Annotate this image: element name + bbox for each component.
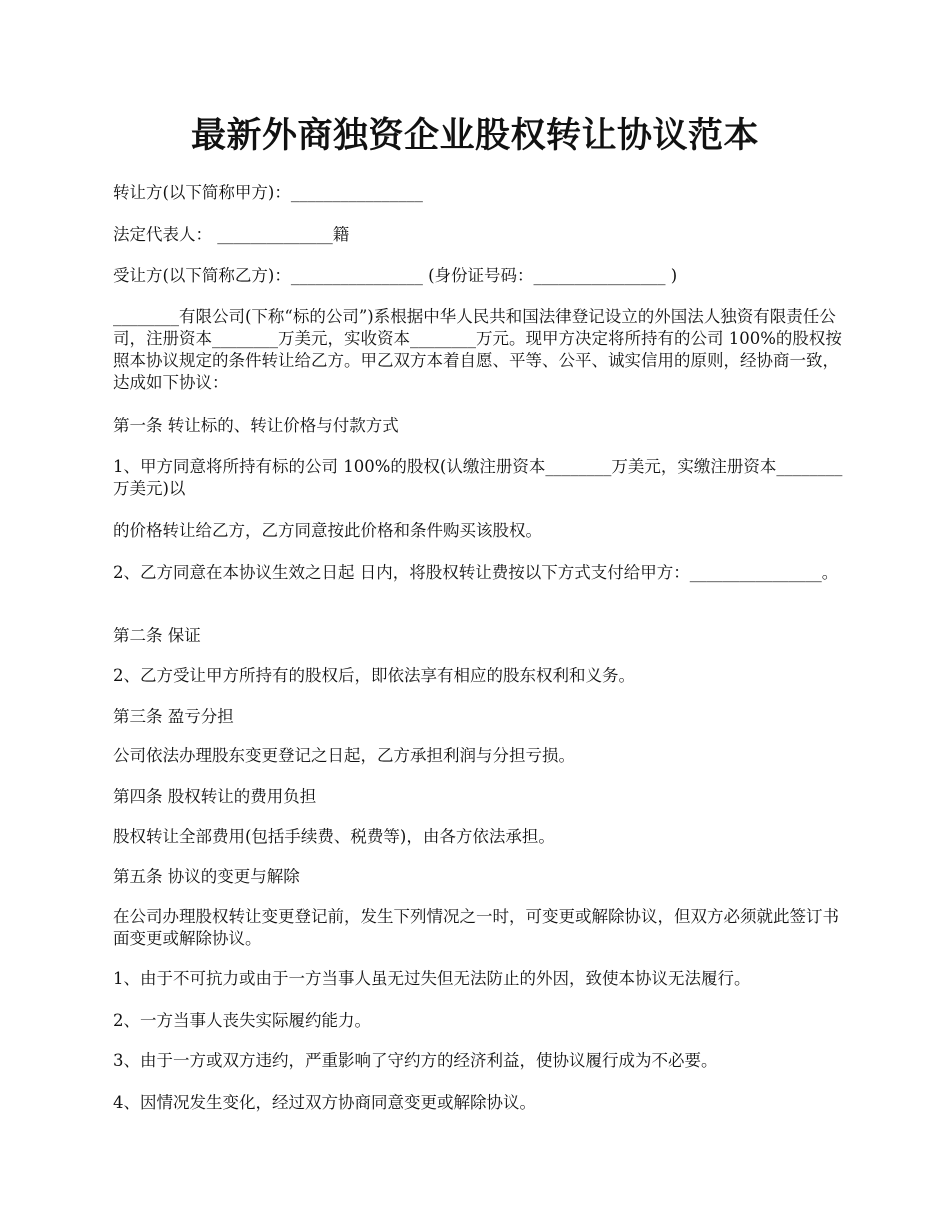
- article-2-heading: 第二条 保证: [113, 626, 201, 645]
- article-1-clause-1: 1、甲方同意将所持有标的公司 100%的股权(认缴注册资本________万美元，实缴注册资本________万美元)以: [113, 457, 843, 498]
- article-5-item-2: 2、一方当事人丧失实际履约能力。: [113, 1011, 371, 1030]
- article-1-clause-2: 2、乙方同意在本协议生效之日起 日内，将股权转让费按以下方式支付给甲方：________________。: [113, 563, 839, 582]
- article-3-heading: 第三条 盈亏分担: [113, 707, 234, 726]
- preamble-paragraph: ________有限公司(下称“标的公司”)系根据中华人民共和国法律登记设立的外国法人独资有限责任公司，注册资本________万美元，实收资本________万元。现甲方决定将所持有的公司 100%的股权按照本协议规定的条件转让给乙方。甲乙双方本着自愿、平等、公平、诚实信用的原则，经协商一致，达成如下协议：: [113, 307, 842, 392]
- article-1-heading: 第一条 转让标的、转让价格与付款方式: [113, 416, 399, 435]
- article-3-body: 公司依法办理股东变更登记之日起，乙方承担利润与分担亏损。: [113, 746, 575, 765]
- transferor-line: 转让方(以下简称甲方)：________________: [113, 183, 423, 202]
- article-5-intro: 在公司办理股权转让变更登记前，发生下列情况之一时，可变更或解除协议，但双方必须就此签订书面变更或解除协议。: [113, 907, 839, 948]
- article-5-heading: 第五条 协议的变更与解除: [113, 867, 300, 886]
- article-4-body: 股权转让全部费用(包括手续费、税费等)，由各方依法承担。: [113, 827, 555, 846]
- article-1-clause-1-continued: 的价格转让给乙方，乙方同意按此价格和条件购买该股权。: [113, 521, 542, 540]
- article-5-item-1: 1、由于不可抗力或由于一方当事人虽无过失但无法防止的外因，致使本协议无法履行。: [113, 969, 751, 988]
- transferee-line: 受让方(以下简称乙方)：________________ (身份证号码：________________ ): [113, 266, 678, 285]
- article-4-heading: 第四条 股权转让的费用负担: [113, 787, 317, 806]
- legal-representative-line: 法定代表人： ______________籍: [113, 225, 350, 244]
- article-2-clause-2: 2、乙方受让甲方所持有的股权后，即依法享有相应的股东权利和义务。: [113, 666, 635, 685]
- article-5-item-4: 4、因情况发生变化，经过双方协商同意变更或解除协议。: [113, 1093, 536, 1112]
- document-title: 最新外商独资企业股权转让协议范本: [190, 115, 759, 156]
- article-5-item-3: 3、由于一方或双方违约，严重影响了守约方的经济利益，使协议履行成为不必要。: [113, 1051, 718, 1070]
